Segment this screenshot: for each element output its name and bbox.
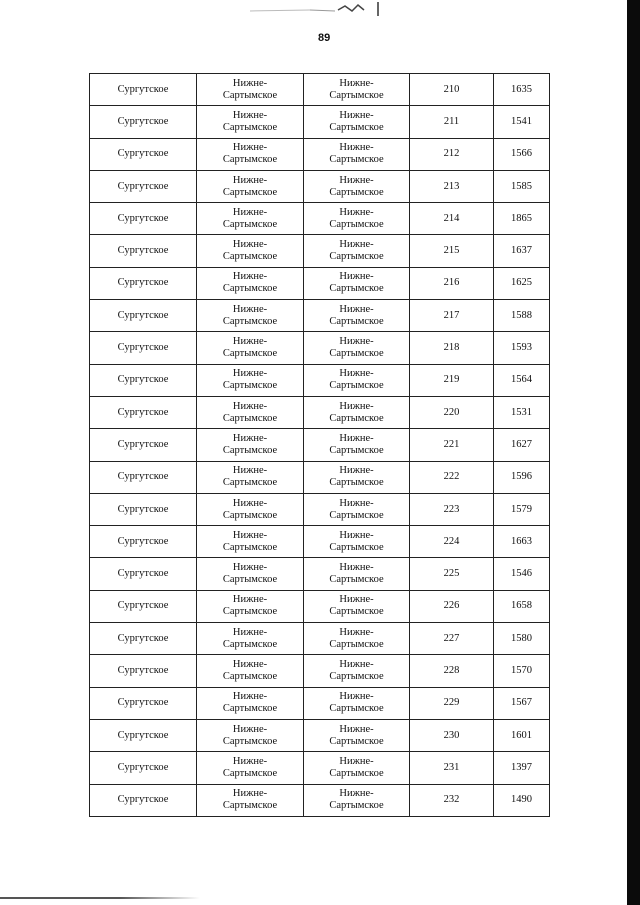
number-cell: 224 [410,526,494,558]
region-cell: Сургутское [90,74,197,106]
subfield-cell: Нижне- Сартымское [304,332,410,364]
field-cell: Нижне- Сартымское [197,235,304,267]
value-cell: 1531 [494,396,550,428]
region-cell: Сургутское [90,429,197,461]
table-row [90,493,550,525]
region-cell: Сургутское [90,138,197,170]
region-cell: Сургутское [90,170,197,202]
region-cell: Сургутское [90,203,197,235]
subfield-cell: Нижне- Сартымское [304,558,410,590]
table-row [90,332,550,364]
value-cell: 1541 [494,106,550,138]
number-cell: 226 [410,590,494,622]
region-cell: Сургутское [90,623,197,655]
table-body [90,74,550,817]
value-cell: 1601 [494,719,550,751]
number-cell: 214 [410,203,494,235]
region-cell: Сургутское [90,300,197,332]
subfield-cell: Нижне- Сартымское [304,106,410,138]
number-cell: 217 [410,300,494,332]
table-row [90,170,550,202]
table-row [90,784,550,816]
value-cell: 1635 [494,74,550,106]
region-cell: Сургутское [90,267,197,299]
number-cell: 232 [410,784,494,816]
field-cell: Нижне- Сартымское [197,300,304,332]
table-row [90,396,550,428]
number-cell: 229 [410,687,494,719]
region-cell: Сургутское [90,461,197,493]
table-row [90,623,550,655]
region-cell: Сургутское [90,719,197,751]
region-cell: Сургутское [90,526,197,558]
field-cell: Нижне- Сартымское [197,106,304,138]
subfield-cell: Нижне- Сартымское [304,526,410,558]
table-row [90,687,550,719]
field-cell: Нижне- Сартымское [197,396,304,428]
subfield-cell: Нижне- Сартымское [304,235,410,267]
subfield-cell: Нижне- Сартымское [304,429,410,461]
value-cell: 1658 [494,590,550,622]
number-cell: 211 [410,106,494,138]
number-cell: 222 [410,461,494,493]
table-row [90,558,550,590]
number-cell: 220 [410,396,494,428]
field-cell: Нижне- Сартымское [197,623,304,655]
table-row [90,364,550,396]
subfield-cell: Нижне- Сартымское [304,396,410,428]
number-cell: 216 [410,267,494,299]
number-cell: 219 [410,364,494,396]
field-cell: Нижне- Сартымское [197,558,304,590]
subfield-cell: Нижне- Сартымское [304,300,410,332]
table-row [90,461,550,493]
value-cell: 1579 [494,493,550,525]
field-cell: Нижне- Сартымское [197,429,304,461]
region-cell: Сургутское [90,396,197,428]
table-row [90,138,550,170]
region-cell: Сургутское [90,493,197,525]
number-cell: 215 [410,235,494,267]
subfield-cell: Нижне- Сартымское [304,655,410,687]
field-cell: Нижне- Сартымское [197,267,304,299]
number-cell: 230 [410,719,494,751]
subfield-cell: Нижне- Сартымское [304,784,410,816]
value-cell: 1580 [494,623,550,655]
field-cell: Нижне- Сартымское [197,784,304,816]
subfield-cell: Нижне- Сартымское [304,719,410,751]
field-cell: Нижне- Сартымское [197,590,304,622]
table-row [90,752,550,784]
table-row [90,267,550,299]
number-cell: 210 [410,74,494,106]
table-row [90,590,550,622]
region-cell: Сургутское [90,364,197,396]
field-cell: Нижне- Сартымское [197,752,304,784]
number-cell: 221 [410,429,494,461]
field-cell: Нижне- Сартымское [197,364,304,396]
table-row [90,655,550,687]
value-cell: 1627 [494,429,550,461]
region-cell: Сургутское [90,558,197,590]
value-cell: 1567 [494,687,550,719]
region-cell: Сургутское [90,332,197,364]
subfield-cell: Нижне- Сартымское [304,364,410,396]
subfield-cell: Нижне- Сартымское [304,138,410,170]
table-row [90,74,550,106]
region-cell: Сургутское [90,687,197,719]
value-cell: 1585 [494,170,550,202]
subfield-cell: Нижне- Сартымское [304,170,410,202]
value-cell: 1570 [494,655,550,687]
table-row [90,429,550,461]
subfield-cell: Нижне- Сартымское [304,687,410,719]
field-cell: Нижне- Сартымское [197,687,304,719]
region-cell: Сургутское [90,235,197,267]
value-cell: 1566 [494,138,550,170]
field-cell: Нижне- Сартымское [197,655,304,687]
scan-artifact-top [250,2,385,16]
number-cell: 213 [410,170,494,202]
region-cell: Сургутское [90,106,197,138]
value-cell: 1593 [494,332,550,364]
value-cell: 1564 [494,364,550,396]
scan-line [0,897,200,899]
number-cell: 225 [410,558,494,590]
value-cell: 1397 [494,752,550,784]
table-row [90,526,550,558]
subfield-cell: Нижне- Сартымское [304,623,410,655]
field-cell: Нижне- Сартымское [197,74,304,106]
subfield-cell: Нижне- Сартымское [304,203,410,235]
value-cell: 1865 [494,203,550,235]
number-cell: 218 [410,332,494,364]
field-cell: Нижне- Сартымское [197,719,304,751]
number-cell: 228 [410,655,494,687]
field-cell: Нижне- Сартымское [197,332,304,364]
subfield-cell: Нижне- Сартымское [304,752,410,784]
region-cell: Сургутское [90,590,197,622]
field-cell: Нижне- Сартымское [197,203,304,235]
region-cell: Сургутское [90,752,197,784]
page-number: 89 [318,32,331,44]
subfield-cell: Нижне- Сартымское [304,590,410,622]
value-cell: 1490 [494,784,550,816]
scan-edge [627,0,640,905]
number-cell: 212 [410,138,494,170]
subfield-cell: Нижне- Сартымское [304,267,410,299]
number-cell: 227 [410,623,494,655]
table-row [90,235,550,267]
data-table [89,73,550,817]
number-cell: 231 [410,752,494,784]
table-row [90,106,550,138]
region-cell: Сургутское [90,784,197,816]
region-cell: Сургутское [90,655,197,687]
field-cell: Нижне- Сартымское [197,138,304,170]
subfield-cell: Нижне- Сартымское [304,493,410,525]
number-cell: 223 [410,493,494,525]
value-cell: 1625 [494,267,550,299]
value-cell: 1546 [494,558,550,590]
field-cell: Нижне- Сартымское [197,493,304,525]
subfield-cell: Нижне- Сартымское [304,461,410,493]
table-row [90,719,550,751]
table-row [90,203,550,235]
value-cell: 1588 [494,300,550,332]
value-cell: 1637 [494,235,550,267]
field-cell: Нижне- Сартымское [197,170,304,202]
value-cell: 1663 [494,526,550,558]
table-row [90,300,550,332]
field-cell: Нижне- Сартымское [197,461,304,493]
value-cell: 1596 [494,461,550,493]
field-cell: Нижне- Сартымское [197,526,304,558]
subfield-cell: Нижне- Сартымское [304,74,410,106]
